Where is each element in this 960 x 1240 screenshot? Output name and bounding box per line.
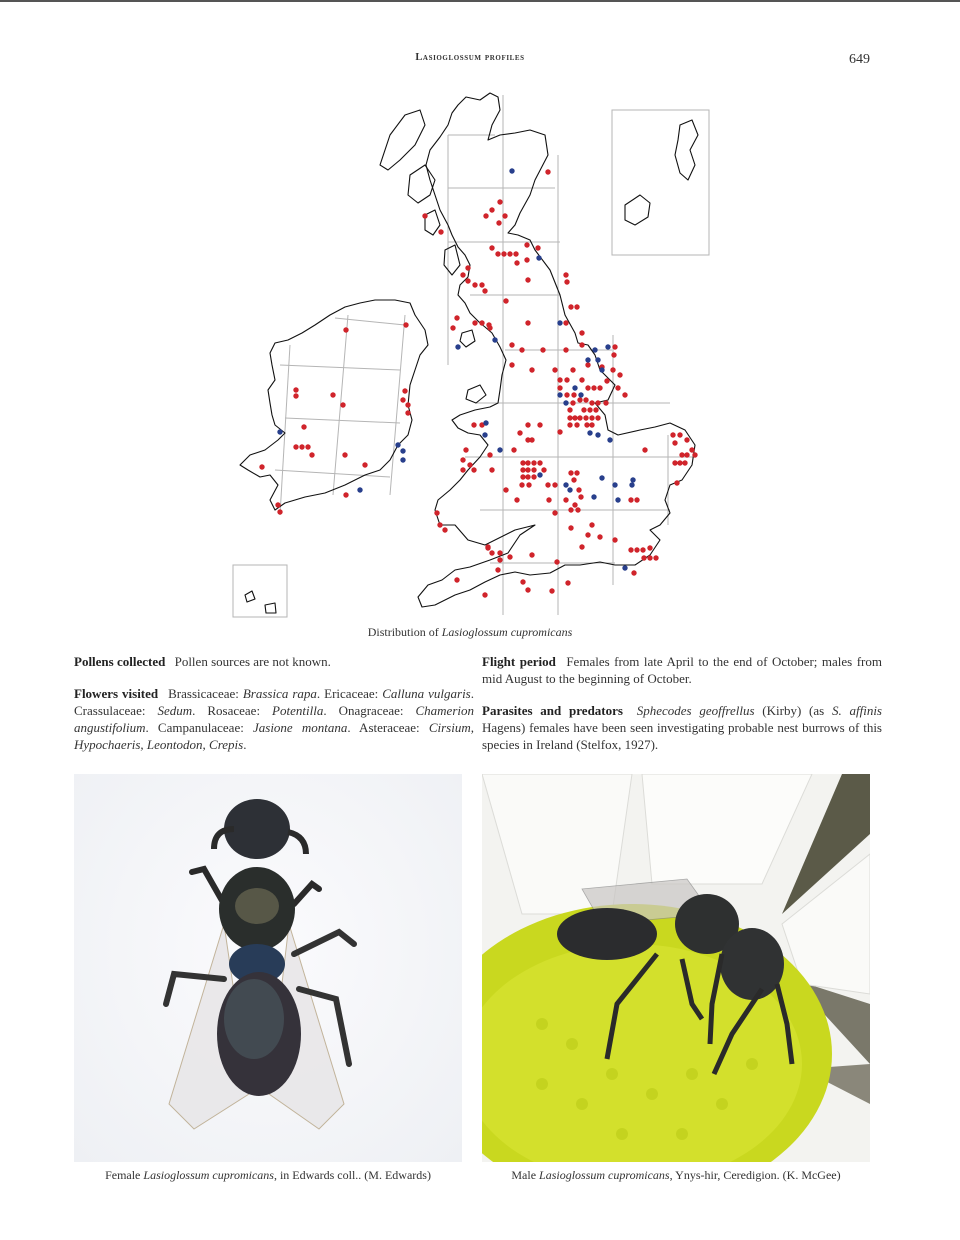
pollens-collected-section (74, 653, 474, 670)
parasites-text: Sphecodes geoffrellus (Kirby) (as S. affinis Hagens) females have been seen investigating probable nest burrows of this species in Ireland (Stelfox, 1927). (482, 703, 882, 752)
caption-prefix: Male (511, 1168, 540, 1182)
parasites-heading: Parasites and predators (482, 703, 623, 718)
male-bee-photo (482, 774, 870, 1162)
page-number: 649 (849, 52, 870, 67)
map-caption-species: Lasioglossum cupromicans (441, 625, 573, 639)
map-caption (0, 625, 940, 640)
flowers-heading: Flowers visited (74, 686, 159, 701)
caption-species: Lasioglossum cupromicans (539, 1168, 670, 1182)
male-photo-caption (482, 1168, 870, 1183)
red-record-dots (259, 169, 697, 620)
parasites-section (482, 702, 882, 753)
map-caption-prefix: Distribution of (367, 625, 442, 639)
caption-suffix: , in Edwards coll.. (M. Edwards) (273, 1168, 431, 1182)
caption-prefix: Female (105, 1168, 144, 1182)
caption-species: Lasioglossum cupromicans (143, 1168, 274, 1182)
flowers-visited-section (74, 685, 474, 753)
coastline (240, 93, 698, 613)
female-bee-photo (74, 774, 462, 1162)
running-head: Lasioglossum profiles (415, 52, 525, 63)
map-grid (233, 95, 709, 617)
page-top-border (0, 0, 960, 2)
bee-on-flower-illustration (482, 774, 870, 1162)
pollens-text: Pollen sources are not known. (174, 654, 331, 669)
flowers-text: Brassicaceae: Brassica rapa. Ericaceae: Calluna vulgaris. Crassulaceae: Sedum. Rosaceae: Potentilla. Onagraceae: Chamerion angustifolium. Campanulaceae: Jasione montana. Asteraceae: Cirsium, Hypochaeris, Leontodon, Crepis. (74, 686, 474, 752)
pollens-heading: Pollens collected (74, 654, 166, 669)
caption-suffix: , Ynys-hir, Ceredigion. (K. McGee) (669, 1168, 841, 1182)
bee-specimen-illustration (74, 774, 462, 1162)
female-photo-caption (74, 1168, 462, 1183)
flight-period-section (482, 653, 882, 687)
right-column (482, 653, 882, 768)
distribution-map (230, 85, 720, 620)
flight-heading: Flight period (482, 654, 556, 669)
left-column (74, 653, 474, 768)
flight-text: Females from late April to the end of October; males from mid August to the beginning of October. (482, 654, 882, 686)
